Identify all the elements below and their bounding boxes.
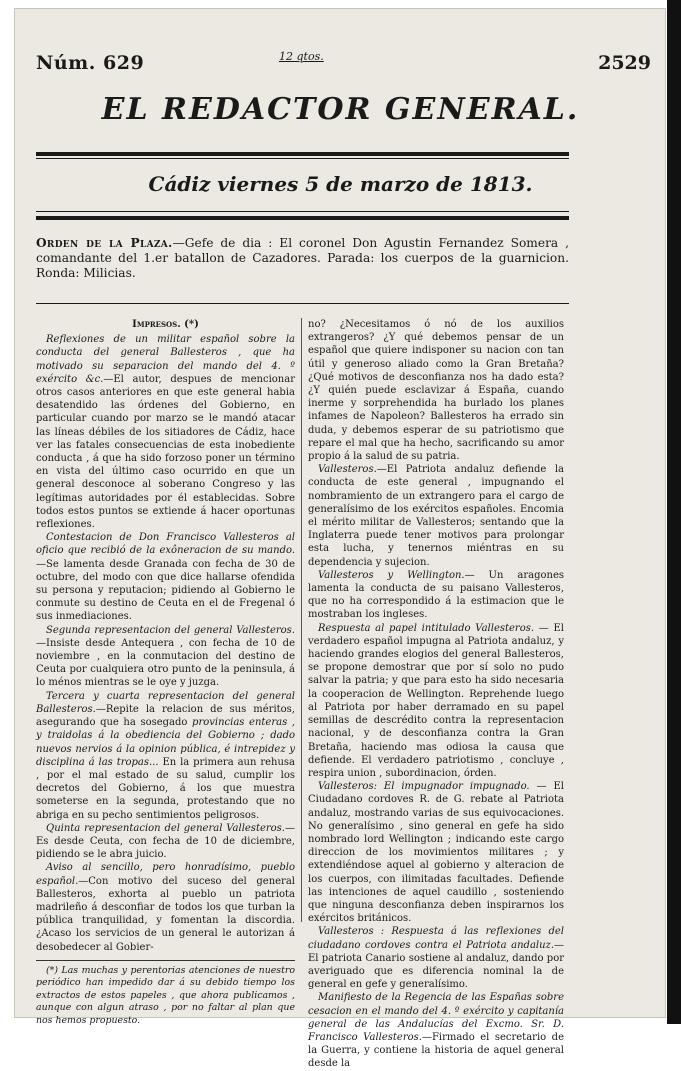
masthead-row [36,50,651,80]
right-column [308,318,564,1071]
dateline: Cádiz viernes 5 de marzo de 1813. [148,172,533,196]
section-heading: Impresos. (*) [132,319,199,330]
title-rule-thick [36,152,569,156]
price-note: 12 qtos. [279,50,324,63]
article-paragraph: Aviso al sencillo, pero honradísimo, pueblo español.—Con motivo del suceso del general Ballesteros, exhorta al pueblo un patriota madrileño á desconfiar de todos los que turban la pública tranquilidad, y fomentan la discordia. ¿Acaso los servicios de un general le autorizan á desobedecer al Gobier- [36,862,295,953]
date-rule-thin [36,211,569,212]
article-paragraph: Contestacion de Don Francisco Vallesteros al oficio que recibió de la exôneracion de su mando.—Se lamenta desde Granada con fecha de 30 de octubre, del modo con que dice hallarse ofendida su persona y reputacion; pidiendo al Gobierno le conmute su destino de Ceuta en el de Fregenal ó sus inmediaciones. [36,532,295,623]
article-paragraph: Vallesteros.—El Patriota andaluz defiende la conducta de este general , impugnando el nombramiento de un extrangero para el cargo de generalísimo de los exércitos españoles. Encomia el mérito militar de Vallesteros; sentando que la Inglaterra puede tener motivos para prolongar esta lucha, y tenernos miéntras en su dependencia y sujecion. [308,464,564,568]
scan-border [667,0,681,1024]
article-paragraph: Vallesteros y Wellington.— Un aragones lamenta la conducta de su paisano Vallesteros, que no ha correspondido á la estimacion que le mostraban los ingleses. [308,569,564,621]
column-divider [301,318,302,922]
article-paragraph: Reflexiones de un militar español sobre la conducta del general Ballesteros , que ha motivado su separacion del mando del 4. º exército &c.—El autor, despues de mencionar otros casos anteriores en que este general habia desatendido las órdenes del Gobierno, en particular cuando por marzo se le mandó atacar las líneas débiles de los sitiadores de Cádiz, hace ver las fatales consecuencias de esta inobediente conducta , á que ha sido forzoso poner un término en vista del último caso ocurrido en que un general desconoce al soberano Congreso y las legítimas autoridades por él establecidas. Sobre todos estos puntos se extiende á hacer oportunas reflexiones. [36,334,295,531]
article-paragraph: Manifiesto de la Regencia de las Españas sobre cesacion en el mando del 4. º exército y capitanía general de las Andalucías del Excmo. Sr. D. Francisco Vallesteros.—Firmado el secretario de la Guerra, y contiene la historia de aquel general desde la [308,992,564,1070]
footnote: (*) Las muchas y perentorias atenciones de nuestro periódico han impedido dar á su debido tiempo los extractos de estos papeles , que ahora publicamos , aunque con algun atraso , por no faltar al plan que nos hemos propuesto. [36,964,295,1026]
orden-de-la-plaza [36,236,569,281]
section-rule [36,303,569,304]
orden-text: —Gefe de dia : El coronel Don Agustin Fernandez Somera , comandante del 1.er batallon de Cazadores. Parada: los cuerpos de la guarnicion. Ronda: Milicias. [36,236,569,280]
issue-number: Núm. 629 [36,52,145,74]
article-paragraph: Vallesteros : Respuesta á las reflexiones del ciudadano cordoves contra el Patriota andaluz.— El patriota Canario sostiene al andaluz, dando por averiguado que es diferencia nominal la de general en gefe y generalísimo. [308,926,564,991]
orden-label: Orden de la Plaza. [36,236,173,250]
date-rule-thick [36,216,569,220]
left-column [36,318,295,1027]
article-paragraph: Quinta representacion del general Vallesteros.—Es desde Ceuta, con fecha de 10 de diciembre, pidiendo se le abra juicio. [36,822,295,861]
title-rule-thin [36,158,569,159]
footnote-rule [36,960,295,961]
article-paragraph: Vallesteros: El impugnador impugnado. — El Ciudadano cordoves R. de G. rebate al Patriota andaluz, mostrando varias de sus equivocaciones. No generalísimo , sino general en gefe ha sido nombrado lord Wellington ; indicando este cargo direccion de los movimientos militares ; y extendiéndose aquel al gobierno y alteracion de los cuerpos, con ilimitadas facultades. Defiende las intenciones de aquel caudillo , sosteniendo que ninguna desconfianza deben inspirarnos los exércitos británicos. [308,781,564,925]
article-paragraph: Respuesta al papel intitulado Vallesteros. — El verdadero español impugna al Patriota andaluz, y haciendo grandes elogios del general Ballesteros, se propone demostrar que por sí solo no pudo salvar la patria; y que para esto ha sido necesaria la cooperacion de Wellington. Reprehende luego al Patriota por haber derramado en su papel semillas de descrédito contra la representacion nacional, y de desconfianza contra la Gran Bretaña, haciendo mas odiosa la causa que defiende. El verdadero patriotismo , concluye , respira union , subordinacion, órden. [308,622,564,779]
article-paragraph: Segunda representacion del general Vallesteros.—Insiste desde Antequera , con fecha de 10 de noviembre , en la conmutacion del destino de Ceuta por cualquiera otro punto de la peninsula, á lo ménos mientras se le oye y juzga. [36,624,295,689]
article-paragraph: Tercera y cuarta representacion del general Ballesteros.—Repite la relacion de sus méritos, asegurando que ha sosegado provincias enteras , y traidolas á la obediencia del Gobierno ; dado nuevos nervios á la opinion pública, é intrepidez y disciplina á las tropas... En la primera aun rehusa , por el mal estado de su salud, cumplir los decretos del Gobierno, á los que muestra someterse en la segunda, protestando que no abriga en su pecho sentimientos peligrosos. [36,690,295,821]
newspaper-title: EL REDACTOR GENERAL. [101,92,580,127]
page-number: 2529 [598,52,651,74]
article-paragraph: no? ¿Necesitamos ó nó de los auxilios extrangeros? ¿Y qué debemos pensar de un español que quiere indisponer su nacion con tan útil y generoso aliado como la Gran Bretaña? ¿Qué motivos de desconfianza nos ha dado esta? ¿Y quién puede esclavizar á España, cuando inerme y sorprehendida ha burlado los planes infames de Napoleon? Ballesteros ha errado sin duda, y debemos esperar de su patriotismo que repare el mal que ha hecho, sacrificando su amor propio á la salud de su patria. [308,319,564,463]
